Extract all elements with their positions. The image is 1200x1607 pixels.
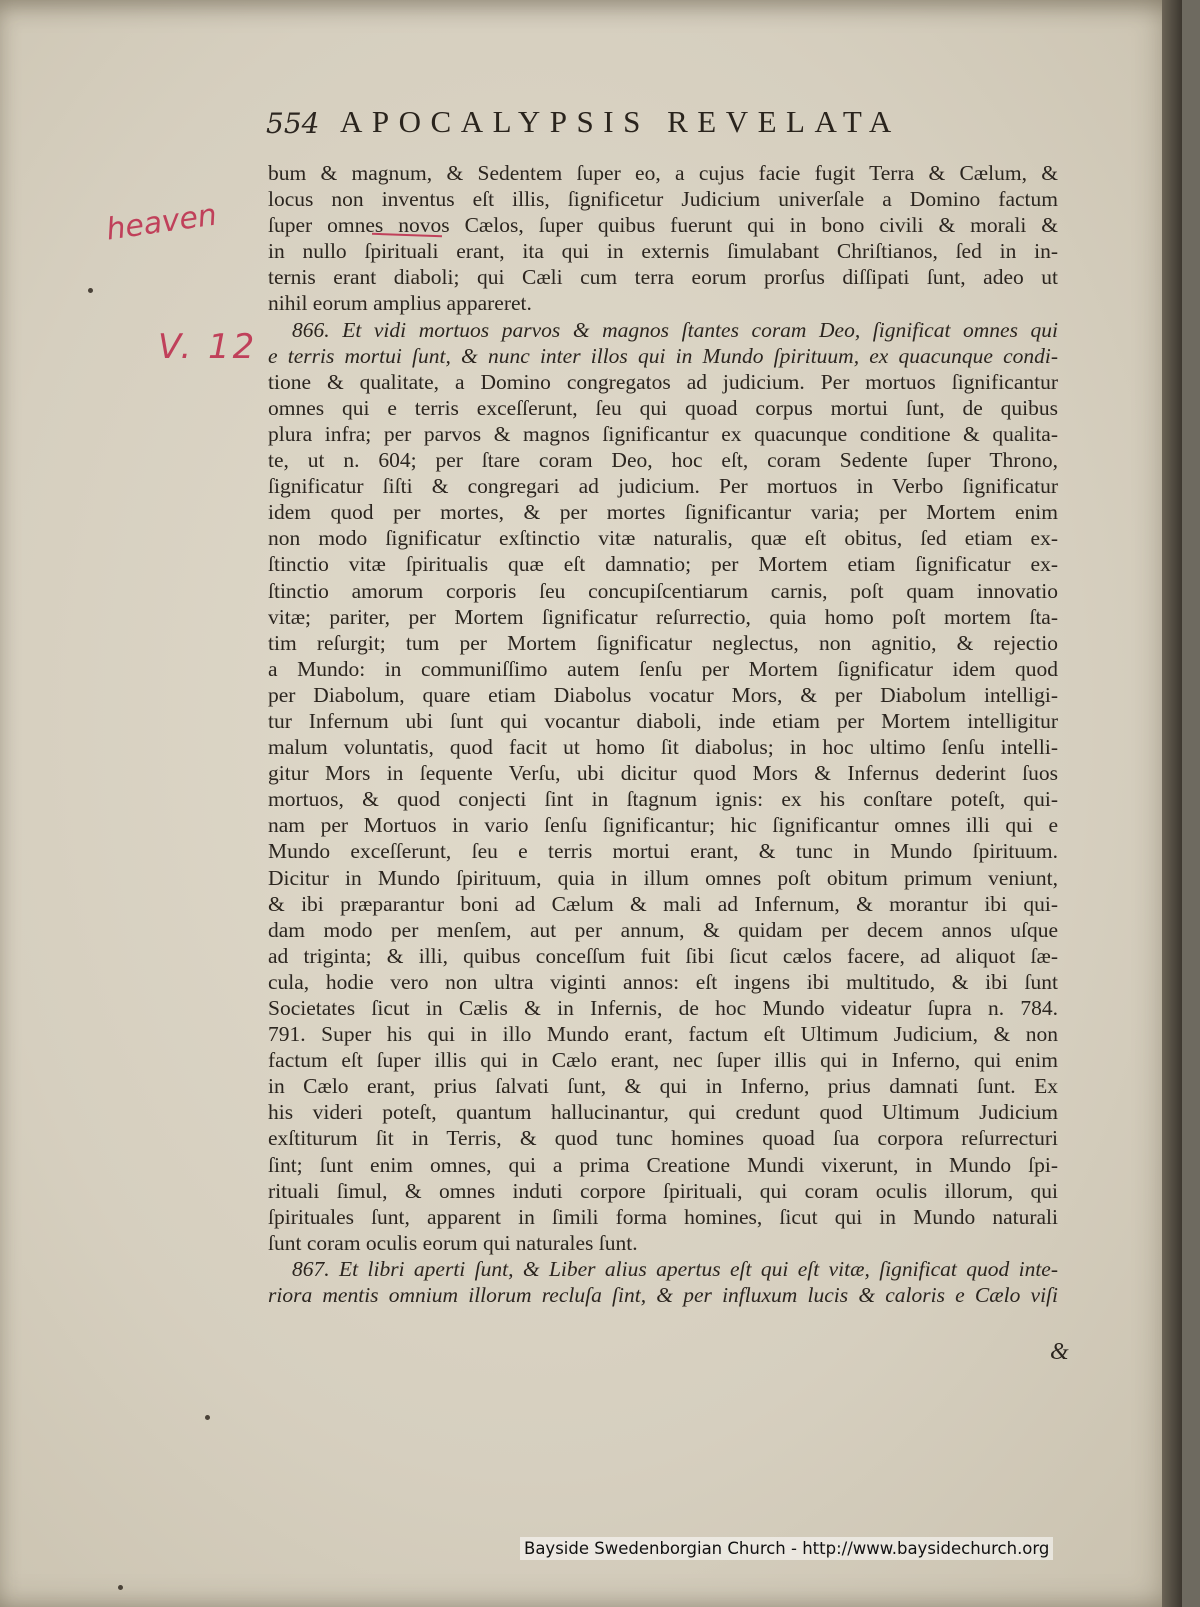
footer-watermark: Bayside Swedenborgian Church - http://www.baysidechurch.org: [520, 1537, 1053, 1560]
text-line: idem quod per mortes, & per mortes ſignificantur varia; per Mortem enim: [268, 500, 1058, 525]
text-line: locus non inventus eſt illis, ſignificetur Judicium univerſale a Domino factum: [268, 187, 1058, 212]
text-line: a Mundo: in communiſſimo autem ſenſu per Mortem ſignificatur idem quod: [268, 656, 1058, 681]
paper-speck: [205, 1415, 210, 1420]
text-line: plura infra; per parvos & magnos ſignificantur ex quacunque conditione & qualita-: [268, 421, 1058, 446]
page-edge: [1162, 0, 1182, 1607]
catchword: &: [1050, 1339, 1069, 1365]
text-line: malum voluntatis, quod facit ut homo ſit diabolus; in hoc ultimo ſenſu intelli-: [268, 735, 1058, 760]
text-line: tur Infernum ubi ſunt qui vocantur diaboli, inde etiam per Mortem intelligitur: [268, 708, 1058, 733]
text-line: vitæ; pariter, per Mortem ſignificatur reſurrectio, quia homo poſt mortem ſta-: [268, 604, 1058, 629]
text-line: ternis erant diaboli; qui Cæli cum terra eorum prorſus diſſipati ſunt, adeo ut: [268, 265, 1058, 290]
text-line: cula, hodie vero non ultra viginti annos: eſt ingens ibi multitudo, & ibi ſunt: [268, 969, 1058, 994]
text-line: nam per Mortuos in vario ſenſu ſignificantur; hic ſignificantur omnes illi qui e: [268, 813, 1058, 838]
text-line: dam modo per menſem, aut per annum, & quidam per decem annos uſque: [268, 917, 1058, 942]
text-line: omnes qui e terris exceſſerunt, ſeu qui quoad corpus mortui ſunt, de quibus: [268, 395, 1058, 420]
text-line: Societates ſicut in Cælis & in Infernis, de hoc Mundo videatur ſupra n. 784.: [268, 996, 1058, 1020]
text-line: 867. Et libri aperti ſunt, & Liber alius apertus eſt qui eſt vitæ, ſignificat quod inte-: [292, 1256, 1058, 1281]
text-line: in nullo ſpirituali erant, ita qui in externis ſimulabant Chriſtianos, ſed in in-: [268, 239, 1058, 264]
text-line: ſunt coram oculis eorum qui naturales ſunt.: [268, 1230, 638, 1255]
margin-note-verse: V. 12: [158, 327, 258, 367]
text-line: mortuos, & quod conjecti ſint in ſtagnum ignis: ex his conſtare poteſt, qui-: [268, 787, 1058, 812]
text-line: ad triginta; & illi, quibus conceſſum fuit ſibi ſicut cælos facere, ad aliquot ſæ-: [268, 943, 1058, 968]
margin-note-heaven: heaven: [104, 197, 219, 248]
text-line: his videri poteſt, quantum hallucinantur, qui credunt quod Ultimum Judicium: [268, 1100, 1058, 1125]
text-line: 791. Super his qui in illo Mundo erant, factum eſt Ultimum Judicium, & non: [268, 1022, 1058, 1047]
text-line: rituali ſimul, & omnes induti corpore ſpirituali, qui coram oculis illorum, qui: [268, 1178, 1058, 1203]
text-line: in Cælo erant, prius ſalvati ſunt, & qui in Inferno, prius damnati ſunt. Ex: [268, 1074, 1058, 1099]
text-line: exſtiturum ſit in Terris, & quod tunc homines quoad ſua corpora reſurrecturi: [268, 1126, 1058, 1151]
text-line: te, ut n. 604; per ſtare coram Deo, hoc eſt, coram Sedente ſuper Throno,: [268, 448, 1058, 473]
text-line: factum eſt ſuper illis qui in Cælo erant, nec ſuper illis qui in Inferno, qui enim: [268, 1048, 1058, 1073]
text-line: bum & magnum, & Sedentem ſuper eo, a cujus facie fugit Terra & Cælum, &: [268, 161, 1058, 185]
text-line: ſignificatur ſiſti & congregari ad judicium. Per mortuos in Verbo ſignificatur: [268, 474, 1058, 499]
text-line: ſtinctio vitæ ſpiritualis quæ eſt damnatio; per Mortem etiam ſignificatur ex-: [268, 552, 1058, 577]
text-line: Mundo exceſſerunt, ſeu e terris mortui erant, & tunc in Mundo ſpirituum.: [268, 839, 1058, 864]
paper-speck: [88, 288, 93, 293]
text-line: Dicitur in Mundo ſpirituum, quia in illum omnes poſt obitum primum veniunt,: [268, 865, 1058, 890]
page-number: 554: [266, 107, 320, 140]
text-line: tim reſurgit; tum per Mortem ſignificatur neglectus, non agnitio, & rejectio: [268, 630, 1058, 655]
text-line: ſtinctio amorum corporis ſeu concupiſcentiarum carnis, poſt quam innovatio: [268, 578, 1058, 603]
text-line: nihil eorum amplius appareret.: [268, 291, 532, 316]
text-line: ſint; ſunt enim omnes, qui a prima Creatione Mundi vixerunt, in Mundo ſpi-: [268, 1152, 1058, 1177]
text-line: 866. Et vidi mortuos parvos & magnos ſtantes coram Deo, ſignificat omnes qui: [292, 317, 1058, 342]
text-line: riora mentis omnium illorum recluſa ſint, & per influxum lucis & caloris e Cælo viſi: [268, 1283, 1058, 1308]
text-line: & ibi præparantur boni ad Cælum & mali ad Infernum, & morantur ibi qui-: [268, 891, 1058, 916]
running-head: APOCALYPSIS REVELATA: [340, 104, 901, 139]
body-text: [268, 160, 1058, 1308]
text-line: tione & qualitate, a Domino congregatos ad judicium. Per mortuos ſignificantur: [268, 369, 1058, 394]
text-line: non modo ſignificatur exſtinctio vitæ naturalis, quæ eſt obitus, ſed etiam ex-: [268, 526, 1058, 551]
text-line: e terris mortui ſunt, & nunc inter illos qui in Mundo ſpirituum, ex quacunque condi-: [268, 343, 1058, 368]
text-line: ſuper omnes novos Cælos, ſuper quibus fuerunt qui in bono civili & morali &: [268, 213, 1058, 238]
paper-speck: [118, 1585, 123, 1590]
text-line: ſpirituales ſunt, apparent in ſimili forma homines, ſicut qui in Mundo naturali: [268, 1204, 1058, 1229]
text-line: gitur Mors in ſequente Verſu, ubi dicitur quod Mors & Infernus dederint ſuos: [268, 761, 1058, 786]
text-line: per Diabolum, quare etiam Diabolus vocatur Mors, & per Diabolum intelligi-: [268, 682, 1058, 707]
